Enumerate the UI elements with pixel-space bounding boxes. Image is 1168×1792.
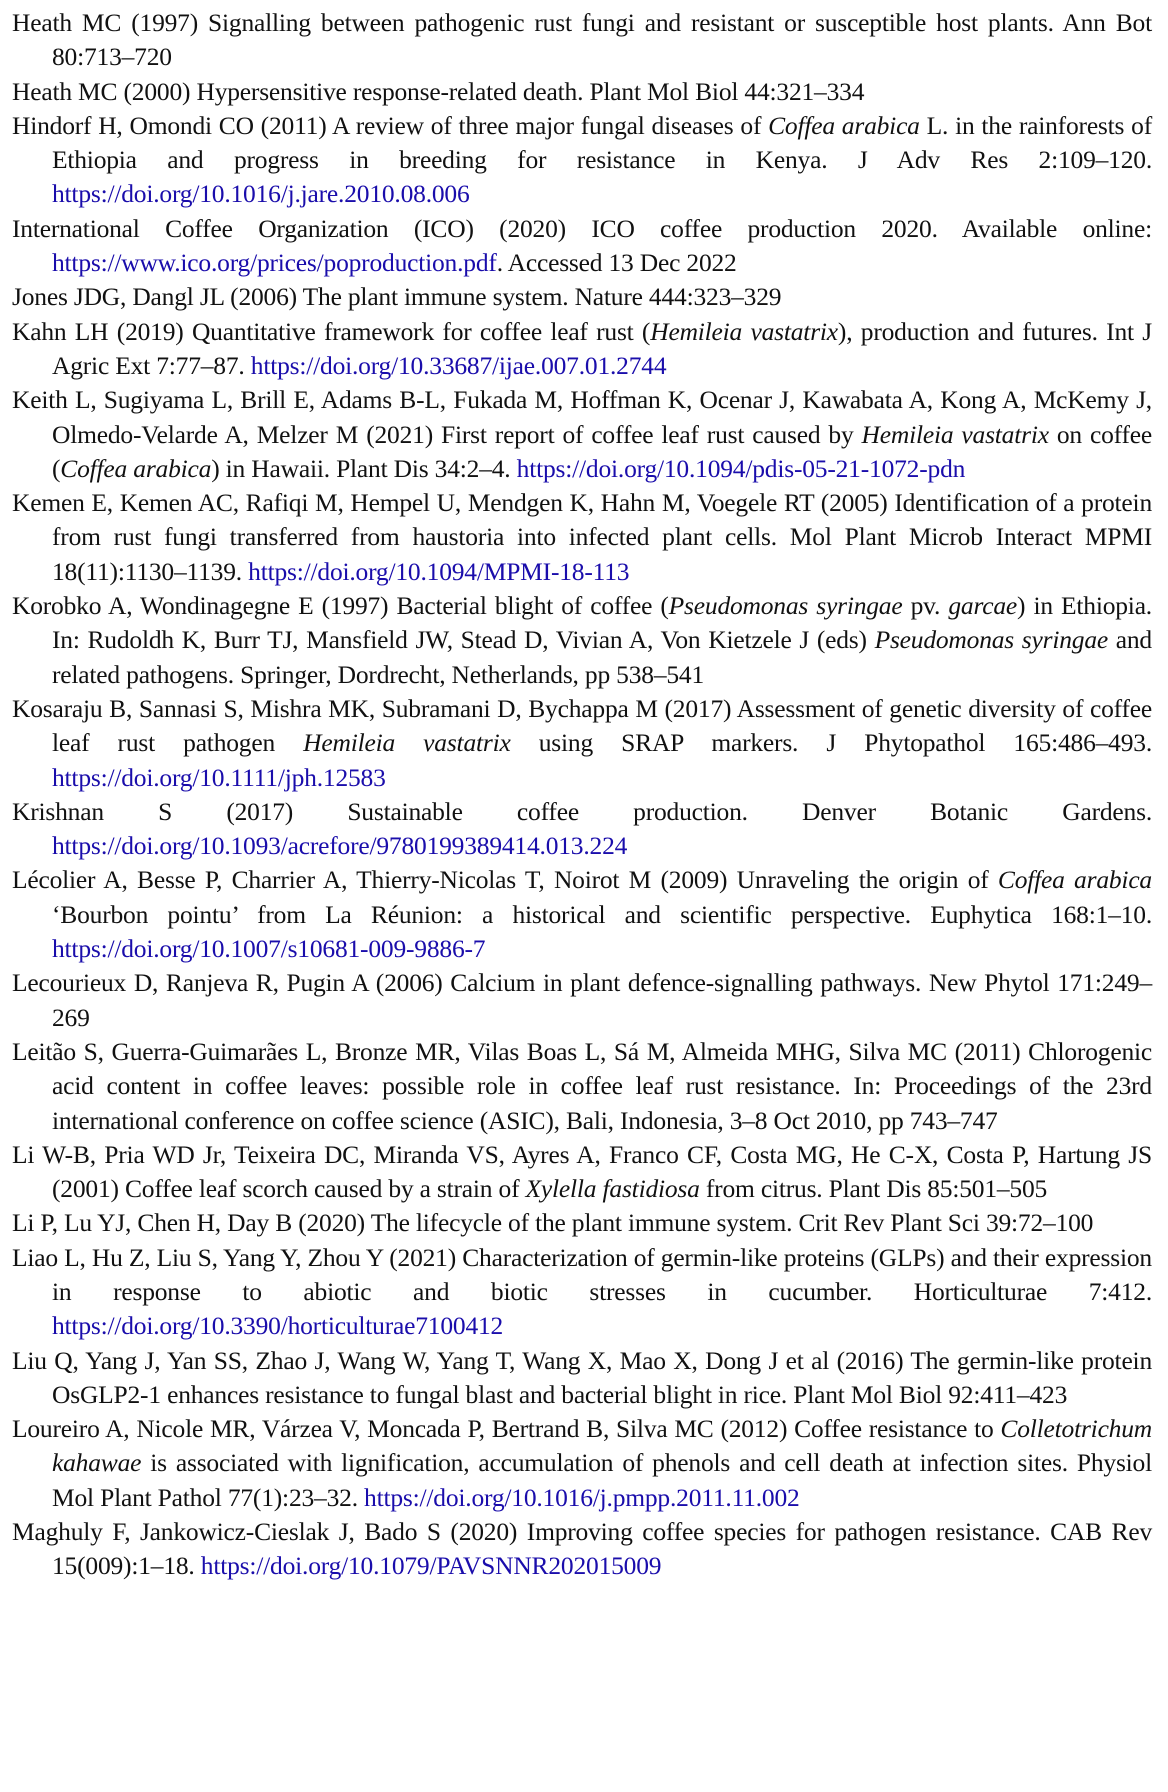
reference-text: from citrus. Plant Dis 85:501–505 [699,1174,1048,1204]
reference-text: Li P, Lu YJ, Chen H, Day B (2020) The lifecycle of the plant immune system. Crit Rev Plant Sci 39:72–100 [12,1208,1094,1238]
reference-text: Heath MC (2000) Hypersensitive response-related death. Plant Mol Biol 44:321–334 [12,76,865,106]
doi-link[interactable]: https://doi.org/10.1007/s10681-009-9886-7 [52,934,486,964]
reference-text: on coffee ( [52,419,1153,483]
reference-text: Korobko A, Wondinagegne E (1997) Bacterial blight of coffee ( [12,591,669,621]
reference-list [12,6,1152,1584]
reference-entry [12,212,1152,281]
reference-entry [12,486,1152,589]
reference-entry [12,1515,1152,1584]
italic-term: Xylella fastidiosa [525,1174,700,1204]
reference-entry [12,1412,1152,1515]
reference-entry [12,795,1152,864]
reference-text: Loureiro A, Nicole MR, Várzea V, Moncada P, Bertrand B, Silva MC (2012) Coffee resistance to [12,1414,1001,1444]
reference-entry [12,383,1152,486]
reference-text: is associated with lignification, accumulation of phenols and cell death at infection sites. Physiol Mol Plant Pathol 77(1):23–32. [52,1448,1152,1512]
reference-entry [12,315,1152,384]
reference-entry [12,1344,1152,1413]
reference-entry [12,109,1152,212]
reference-text: Keith L, Sugiyama L, Brill E, Adams B-L, Fukada M, Hoffman K, Ocenar J, Kawabata A, Kong A, McKemy J, Olmedo-Velarde A, Melzer M (2021) First report of coffee leaf rust caused by [12,385,1152,449]
italic-term: Hemileia vastatrix [861,419,1049,449]
reference-text: pv. [902,591,949,621]
doi-link[interactable]: https://doi.org/10.33687/ijae.007.01.2744 [250,350,667,380]
reference-text: Li W-B, Pria WD Jr, Teixeira DC, Miranda VS, Ayres A, Franco CF, Costa MG, He C-X, Costa P, Hartung JS (2001) Coffee leaf scorch caused by a strain of [12,1139,1152,1204]
doi-link[interactable]: https://www.ico.org/prices/poproduction.pdf [52,248,497,278]
italic-term: Pseudomonas syringae [874,625,1108,655]
italic-term: garcae [948,591,1018,621]
reference-entry [12,75,1152,109]
italic-term: Pseudomonas syringae [668,591,903,621]
reference-entry [12,1035,1152,1138]
reference-text: Heath MC (1997) Signalling between pathogenic rust fungi and resistant or susceptible host plants. Ann Bot 80:713–720 [12,8,1152,72]
reference-entry [12,589,1152,692]
reference-text: Kosaraju B, Sannasi S, Mishra MK, Subramani D, Bychappa M (2017) Assessment of genetic diversity of coffee leaf rust pathogen [12,693,1152,758]
reference-text: ) in Ethiopia. In: Rudoldh K, Burr TJ, Mansfield JW, Stead D, Vivian A, Von Kietzele J (eds) [52,591,1152,655]
italic-term: Coffea arabica [768,110,920,140]
reference-text: Lécolier A, Besse P, Charrier A, Thierry-Nicolas T, Noirot M (2009) Unraveling the origin of [12,865,998,895]
doi-link[interactable]: https://doi.org/10.1016/j.pmpp.2011.11.002 [364,1482,800,1512]
doi-link[interactable]: https://doi.org/10.1111/jph.12583 [52,762,386,792]
reference-entry [12,280,1152,314]
reference-text: Liao L, Hu Z, Liu S, Yang Y, Zhou Y (2021) Characterization of germin-like proteins (GLPs) and their expression in response to abiotic and biotic stresses in cucumber. Horticulturae 7:412. [12,1242,1152,1306]
reference-text: International Coffee Organization (ICO) (2020) ICO coffee production 2020. Available online: [12,213,1152,243]
doi-link[interactable]: https://doi.org/10.3390/horticulturae7100412 [52,1311,504,1341]
doi-link[interactable]: https://doi.org/10.1093/acrefore/9780199389414.013.224 [52,831,628,861]
italic-term: Hemileia vastatrix [650,316,838,346]
reference-text: ), production and futures. Int J Agric Ext 7:77–87. [52,316,1153,380]
reference-entry [12,863,1152,966]
italic-term: Hemileia vastatrix [303,728,511,758]
reference-text: . Accessed 13 Dec 2022 [496,248,737,278]
doi-link[interactable]: https://doi.org/10.1094/pdis-05-21-1072-pdn [516,453,966,483]
reference-text: ) in Hawaii. Plant Dis 34:2–4. [211,453,517,483]
reference-text: Liu Q, Yang J, Yan SS, Zhao J, Wang W, Yang T, Wang X, Mao X, Dong J et al (2016) The germin-like protein OsGLP2-1 enhances resistance to fungal blast and bacterial blight in rice. Plant Mol Biol 92:411–423 [12,1345,1152,1409]
reference-text: Maghuly F, Jankowicz-Cieslak J, Bado S (2020) Improving coffee species for pathogen resistance. CAB Rev 15(009):1–18. [12,1517,1152,1581]
italic-term: Colletotrichum kahawae [52,1414,1152,1478]
italic-term: Coffea arabica [60,453,212,483]
reference-text: ‘Bourbon pointu’ from La Réunion: a historical and scientific perspective. Euphytica 168:1–10. [52,899,1152,929]
reference-entry [12,1138,1152,1207]
reference-entry [12,6,1152,75]
reference-text: Jones JDG, Dangl JL (2006) The plant immune system. Nature 444:323–329 [12,282,782,312]
reference-text: Leitão S, Guerra-Guimarães L, Bronze MR, Vilas Boas L, Sá M, Almeida MHG, Silva MC (2011) Chlorogenic acid content in coffee leaves: possible role in coffee leaf rust resistance. In: Proceedings of the 23rd international conference on coffee science (ASIC), Bali, Indonesia, 3–8 Oct 2010, pp 743–747 [12,1036,1152,1135]
italic-term: Coffea arabica [997,865,1152,895]
reference-text: and related pathogens. Springer, Dordrecht, Netherlands, pp 538–541 [52,625,1152,689]
reference-entry [12,692,1152,795]
reference-entry [12,1241,1152,1344]
doi-link[interactable]: https://doi.org/10.1079/PAVSNNR202015009 [200,1551,662,1581]
reference-text: Krishnan S (2017) Sustainable coffee production. Denver Botanic Gardens. [12,796,1152,826]
reference-text: L. in the rainforests of Ethiopia and progress in breeding for resistance in Kenya. J Adv Res 2:109–120. [52,110,1152,175]
reference-text: Hindorf H, Omondi CO (2011) A review of three major fungal diseases of [12,110,769,140]
reference-text: Kemen E, Kemen AC, Rafiqi M, Hempel U, Mendgen K, Hahn M, Voegele RT (2005) Identification of a protein from rust fungi transferred from haustoria into infected plant cells. Mol Plant Microb Interact MPMI 18(11):1130–1139. [12,488,1152,586]
doi-link[interactable]: https://doi.org/10.1094/MPMI-18-113 [248,556,630,586]
reference-text: Kahn LH (2019) Quantitative framework for coffee leaf rust ( [12,316,651,346]
reference-text: using SRAP markers. J Phytopathol 165:486–493. [510,728,1152,758]
reference-entry [12,1206,1152,1240]
doi-link[interactable]: https://doi.org/10.1016/j.jare.2010.08.006 [52,179,470,209]
reference-text: Lecourieux D, Ranjeva R, Pugin A (2006) Calcium in plant defence-signalling pathways. New Phytol 171:249–269 [12,968,1152,1032]
reference-entry [12,966,1152,1035]
